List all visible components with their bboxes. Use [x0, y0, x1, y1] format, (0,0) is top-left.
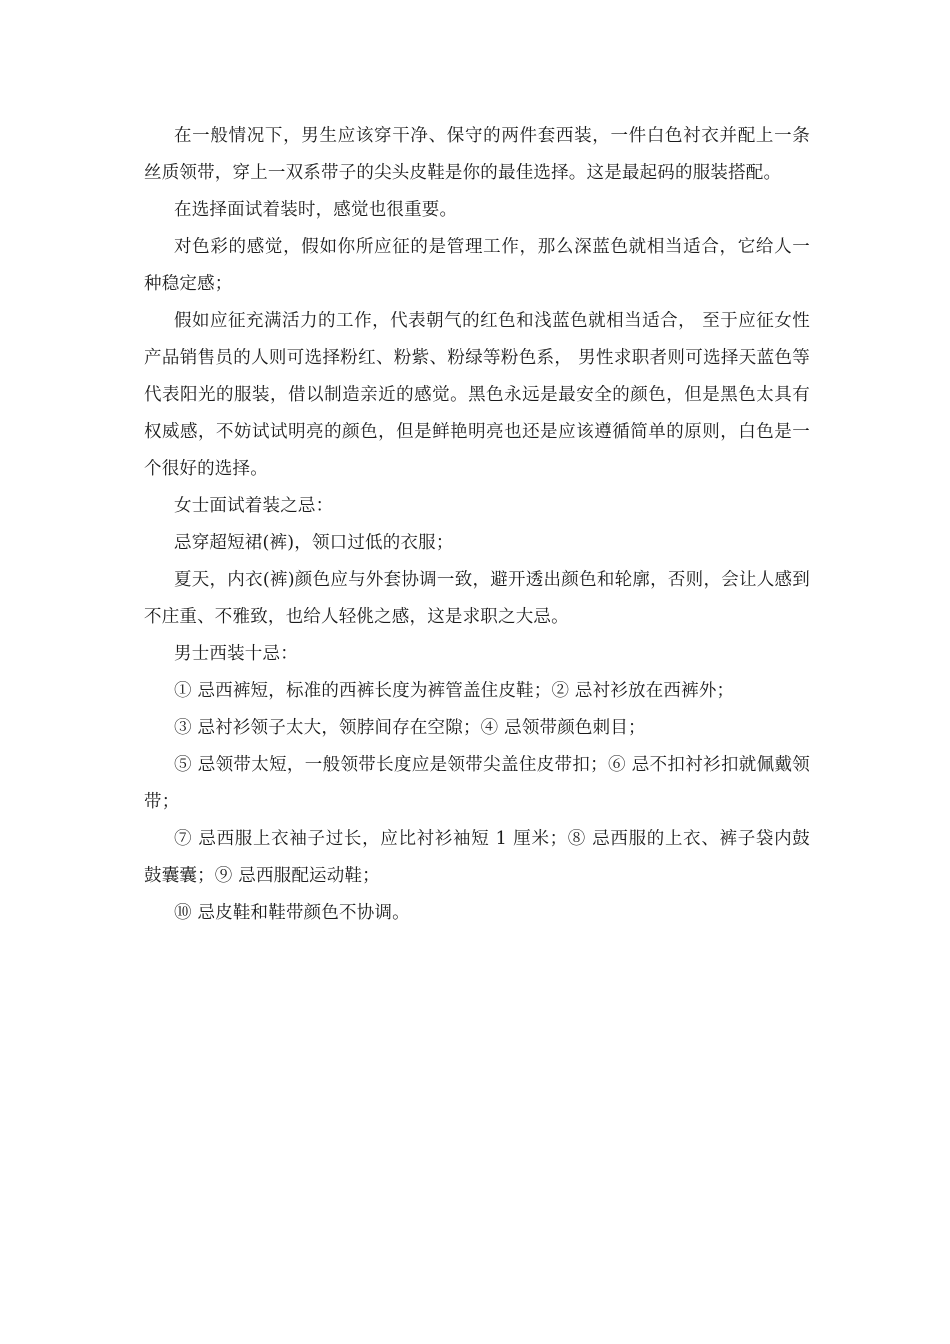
- paragraph-color-management: 对色彩的感觉，假如你所应征的是管理工作，那么深蓝色就相当适合，它给人一种稳定感；: [144, 237, 810, 294]
- paragraph-men-taboo-5-6: ⑤ 忌领带太短，一般领带长度应是领带尖盖住皮带扣；⑥ 忌不扣衬衫扣就佩戴领带；: [144, 755, 810, 812]
- paragraph-men-suit-basic: 在一般情况下，男生应该穿干净、保守的两件套西装，一件白色衬衣并配上一条丝质领带，穿上一双系带子的尖头皮鞋是你的最佳选择。这是最起码的服装搭配。: [144, 126, 810, 183]
- paragraph-feeling-importance: 在选择面试着装时，感觉也很重要。: [174, 200, 458, 220]
- paragraph-men-taboo-10: ⑩ 忌皮鞋和鞋带颜色不协调。: [174, 903, 410, 923]
- paragraph-men-taboo-3-4: ③ 忌衬衫领子太大，领脖间存在空隙；④ 忌领带颜色刺目；: [174, 718, 646, 738]
- paragraph-men-taboos-heading: 男士西装十忌：: [174, 644, 298, 664]
- paragraph-women-taboos-heading: 女士面试着装之忌：: [174, 496, 334, 516]
- paragraph-women-taboo-summer: 夏天，内衣(裤)颜色应与外套协调一致，避开透出颜色和轮廓，否则，会让人感到不庄重、不雅致，也给人轻佻之感，这是求职之大忌。: [144, 570, 810, 627]
- paragraph-women-taboo-skirt: 忌穿超短裙(裤)，领口过低的衣服；: [174, 533, 454, 553]
- paragraph-men-taboo-1-2: ① 忌西裤短，标准的西裤长度为裤管盖住皮鞋；② 忌衬衫放在西裤外；: [174, 681, 735, 701]
- document-body: [144, 118, 810, 932]
- paragraph-men-taboo-7-9: ⑦ 忌西服上衣袖子过长，应比衬衫袖短 1 厘米；⑧ 忌西服的上衣、裤子袋内鼓鼓囊囊；⑨ 忌西服配运动鞋；: [144, 829, 810, 886]
- paragraph-color-energetic: 假如应征充满活力的工作，代表朝气的红色和浅蓝色就相当适合， 至于应征女性产品销售员的人则可选择粉红、粉紫、粉绿等粉色系， 男性求职者则可选择天蓝色等代表阳光的服装，借以制造亲近的感觉。黑色永远是最安全的颜色，但是黑色太具有权威感，不妨试试明亮的颜色，但是鲜艳明亮也还是应该遵循简单的原则，白色是一个很好的选择。: [144, 311, 810, 479]
